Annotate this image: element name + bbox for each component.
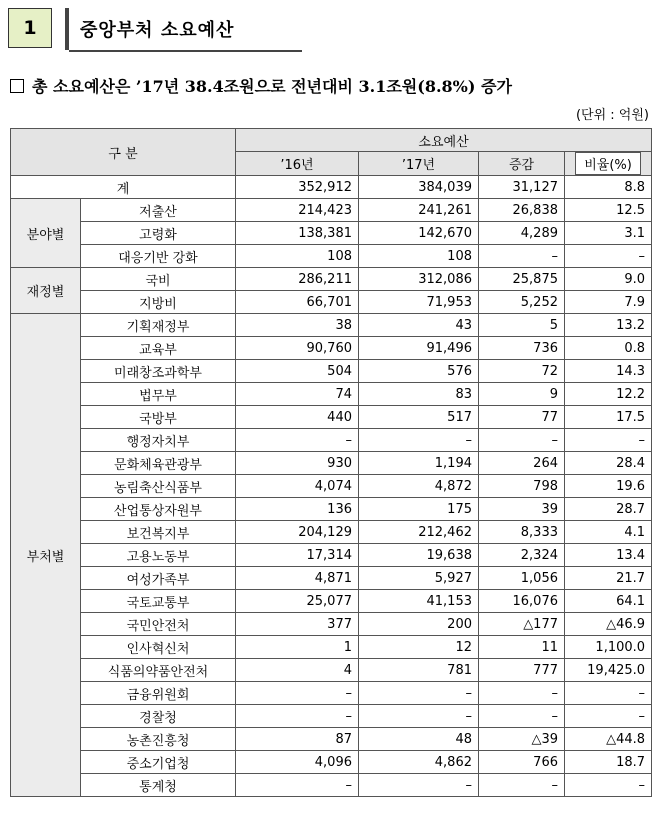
table-row	[11, 337, 652, 360]
value-2016: 74	[236, 383, 359, 406]
row-label: 산업통상자원부	[81, 498, 236, 521]
value-ratio: –	[565, 429, 652, 452]
value-2017: 312,086	[359, 268, 479, 291]
section-number-box: 1	[8, 8, 52, 48]
header-ratio: 비율(%)	[575, 152, 641, 175]
row-label: 농촌진흥청	[81, 728, 236, 751]
group-label: 분야별	[11, 199, 81, 268]
value-change: 25,875	[479, 268, 565, 291]
value-ratio: –	[565, 705, 652, 728]
row-label: 법무부	[81, 383, 236, 406]
group-label: 재정별	[11, 268, 81, 314]
value-ratio: 28.7	[565, 498, 652, 521]
unit-label: (단위 : 억원)	[575, 108, 649, 123]
value-2017: 200	[359, 613, 479, 636]
table-row	[11, 613, 652, 636]
value-change: 39	[479, 498, 565, 521]
value-2016: 930	[236, 452, 359, 475]
value-2016: 25,077	[236, 590, 359, 613]
value-2017: 517	[359, 406, 479, 429]
value-ratio: △44.8	[565, 728, 652, 751]
value-2016: 504	[236, 360, 359, 383]
value-ratio: 13.4	[565, 544, 652, 567]
value-2016: 1	[236, 636, 359, 659]
header-change: 증감	[479, 152, 565, 176]
table-row	[11, 406, 652, 429]
section-header	[8, 8, 298, 52]
header-ratio-cell	[565, 152, 652, 176]
row-label: 국토교통부	[81, 590, 236, 613]
value-ratio: 64.1	[565, 590, 652, 613]
header-category: 구 분	[11, 129, 236, 176]
value-change: 2,324	[479, 544, 565, 567]
value-2017: 91,496	[359, 337, 479, 360]
value-change: 766	[479, 751, 565, 774]
value-change: 16,076	[479, 590, 565, 613]
value-2017: 1,194	[359, 452, 479, 475]
value-2017: –	[359, 705, 479, 728]
value-ratio: 17.5	[565, 406, 652, 429]
value-2016: –	[236, 429, 359, 452]
table-row	[11, 567, 652, 590]
table-row	[11, 199, 652, 222]
value-change: 5,252	[479, 291, 565, 314]
value-change: –	[479, 245, 565, 268]
value-2017: 4,872	[359, 475, 479, 498]
value-2016: 108	[236, 245, 359, 268]
row-label: 행정자치부	[81, 429, 236, 452]
checkbox-bullet-icon	[10, 79, 24, 93]
row-label: 대응기반 강화	[81, 245, 236, 268]
value-2016: 90,760	[236, 337, 359, 360]
value-2017: 83	[359, 383, 479, 406]
total-label: 계	[11, 176, 236, 199]
value-change: 11	[479, 636, 565, 659]
row-label: 여성가족부	[81, 567, 236, 590]
value-2017: 5,927	[359, 567, 479, 590]
value-change: 9	[479, 383, 565, 406]
value-2016: 377	[236, 613, 359, 636]
value-2017: 142,670	[359, 222, 479, 245]
header-2017: ’17년	[359, 152, 479, 176]
value-ratio: △46.9	[565, 613, 652, 636]
value-change: –	[479, 705, 565, 728]
value-2017: 19,638	[359, 544, 479, 567]
row-label: 통계청	[81, 774, 236, 797]
value-2016: 440	[236, 406, 359, 429]
table-row	[11, 498, 652, 521]
value-ratio: 14.3	[565, 360, 652, 383]
value-2017: 4,862	[359, 751, 479, 774]
value-2017: 576	[359, 360, 479, 383]
summary-line	[10, 74, 512, 97]
value-2016: 87	[236, 728, 359, 751]
total-change: 31,127	[479, 176, 565, 199]
value-2017: –	[359, 429, 479, 452]
value-2017: 781	[359, 659, 479, 682]
value-change: △177	[479, 613, 565, 636]
value-2016: 38	[236, 314, 359, 337]
value-change: 777	[479, 659, 565, 682]
value-2017: 108	[359, 245, 479, 268]
value-2016: 214,423	[236, 199, 359, 222]
value-ratio: 13.2	[565, 314, 652, 337]
header-budget-group: 소요예산	[236, 129, 652, 152]
value-change: 8,333	[479, 521, 565, 544]
value-ratio: 4.1	[565, 521, 652, 544]
table-row	[11, 314, 652, 337]
value-2016: 17,314	[236, 544, 359, 567]
row-label: 식품의약품안전처	[81, 659, 236, 682]
table-row	[11, 659, 652, 682]
value-ratio: –	[565, 682, 652, 705]
table-row	[11, 728, 652, 751]
row-label: 문화체육관광부	[81, 452, 236, 475]
value-2017: 41,153	[359, 590, 479, 613]
value-2016: 66,701	[236, 291, 359, 314]
value-ratio: 0.8	[565, 337, 652, 360]
value-2017: 71,953	[359, 291, 479, 314]
table-row-total	[11, 176, 652, 199]
value-change: 1,056	[479, 567, 565, 590]
row-label: 농림축산식품부	[81, 475, 236, 498]
value-2017: 175	[359, 498, 479, 521]
value-ratio: 3.1	[565, 222, 652, 245]
row-label: 경찰청	[81, 705, 236, 728]
table-body	[11, 176, 652, 797]
value-ratio: 18.7	[565, 751, 652, 774]
value-change: 77	[479, 406, 565, 429]
value-ratio: 7.9	[565, 291, 652, 314]
value-2016: 136	[236, 498, 359, 521]
row-label: 미래창조과학부	[81, 360, 236, 383]
row-label: 중소기업청	[81, 751, 236, 774]
summary-text: 총 소요예산은 ’17년 38.4조원으로 전년대비 3.1조원(8.8%) 증가	[32, 77, 512, 96]
value-2017: 12	[359, 636, 479, 659]
row-label: 국민안전처	[81, 613, 236, 636]
table-row	[11, 544, 652, 567]
row-label: 국비	[81, 268, 236, 291]
table-row	[11, 774, 652, 797]
value-2016: 4	[236, 659, 359, 682]
value-ratio: 1,100.0	[565, 636, 652, 659]
total-ratio: 8.8	[565, 176, 652, 199]
table-row	[11, 636, 652, 659]
value-ratio: 12.5	[565, 199, 652, 222]
value-ratio: 19,425.0	[565, 659, 652, 682]
table-row	[11, 429, 652, 452]
row-label: 저출산	[81, 199, 236, 222]
table-row	[11, 475, 652, 498]
total-2016: 352,912	[236, 176, 359, 199]
value-change: 264	[479, 452, 565, 475]
value-change: –	[479, 682, 565, 705]
table-row	[11, 521, 652, 544]
value-ratio: –	[565, 774, 652, 797]
row-label: 금융위원회	[81, 682, 236, 705]
table-row	[11, 383, 652, 406]
table-row	[11, 751, 652, 774]
total-2017: 384,039	[359, 176, 479, 199]
section-divider-bar	[65, 8, 69, 50]
budget-table	[10, 128, 652, 797]
value-ratio: 28.4	[565, 452, 652, 475]
value-change: –	[479, 774, 565, 797]
value-change: 736	[479, 337, 565, 360]
value-2017: –	[359, 774, 479, 797]
section-title: 중앙부처 소요예산	[80, 20, 235, 41]
section-title-underline	[69, 50, 302, 52]
row-label: 국방부	[81, 406, 236, 429]
table-row	[11, 452, 652, 475]
value-change: 26,838	[479, 199, 565, 222]
table-row	[11, 705, 652, 728]
row-label: 기획재정부	[81, 314, 236, 337]
value-ratio: 21.7	[565, 567, 652, 590]
table-row	[11, 291, 652, 314]
value-ratio: –	[565, 245, 652, 268]
row-label: 고용노동부	[81, 544, 236, 567]
value-2016: –	[236, 682, 359, 705]
value-2016: 286,211	[236, 268, 359, 291]
value-change: –	[479, 429, 565, 452]
table-row	[11, 590, 652, 613]
table-row	[11, 360, 652, 383]
value-ratio: 19.6	[565, 475, 652, 498]
value-2016: 138,381	[236, 222, 359, 245]
header-2016: ’16년	[236, 152, 359, 176]
value-2017: 212,462	[359, 521, 479, 544]
row-label: 교육부	[81, 337, 236, 360]
value-2017: 48	[359, 728, 479, 751]
group-label: 부처별	[11, 314, 81, 797]
value-change: 5	[479, 314, 565, 337]
value-2016: –	[236, 774, 359, 797]
row-label: 보건복지부	[81, 521, 236, 544]
value-change: 72	[479, 360, 565, 383]
value-2016: 204,129	[236, 521, 359, 544]
value-ratio: 12.2	[565, 383, 652, 406]
value-change: 798	[479, 475, 565, 498]
value-2017: –	[359, 682, 479, 705]
table-row	[11, 245, 652, 268]
value-change: △39	[479, 728, 565, 751]
value-ratio: 9.0	[565, 268, 652, 291]
row-label: 인사혁신처	[81, 636, 236, 659]
row-label: 지방비	[81, 291, 236, 314]
value-2017: 43	[359, 314, 479, 337]
value-2016: 4,096	[236, 751, 359, 774]
table-row	[11, 682, 652, 705]
value-change: 4,289	[479, 222, 565, 245]
table-row	[11, 222, 652, 245]
value-2017: 241,261	[359, 199, 479, 222]
row-label: 고령화	[81, 222, 236, 245]
value-2016: 4,074	[236, 475, 359, 498]
value-2016: 4,871	[236, 567, 359, 590]
table-row	[11, 268, 652, 291]
value-2016: –	[236, 705, 359, 728]
